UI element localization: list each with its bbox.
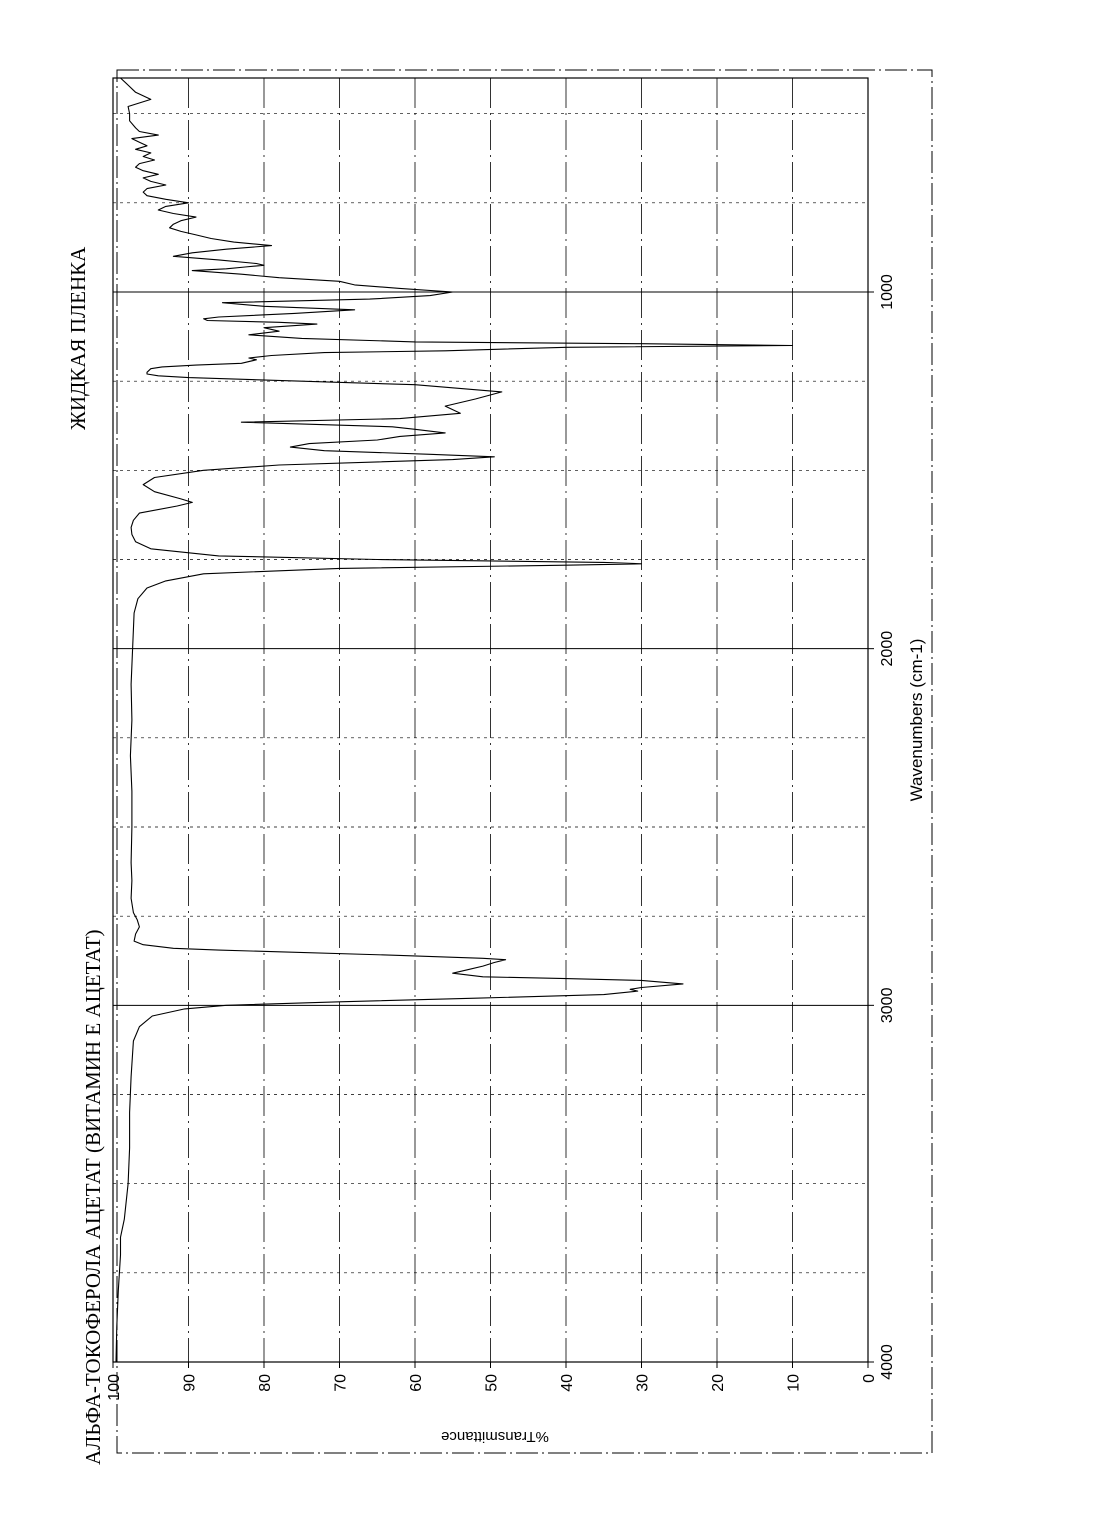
y-tick-label: 80 bbox=[257, 1374, 274, 1392]
sample-annotation: ЖИДКАЯ ПЛЕНКА bbox=[66, 246, 90, 430]
x-tick-label: 4000 bbox=[879, 1344, 896, 1380]
x-tick-label: 1000 bbox=[879, 274, 896, 310]
y-tick-label: 60 bbox=[408, 1374, 425, 1392]
spectrum-series bbox=[116, 78, 793, 1362]
outer-frame bbox=[117, 70, 932, 1453]
grid bbox=[113, 78, 868, 1362]
y-tick-label: 100 bbox=[106, 1374, 123, 1401]
y-tick-label: 0 bbox=[861, 1374, 878, 1383]
x-tick-label: 2000 bbox=[879, 630, 896, 667]
y-tick-label: 70 bbox=[332, 1374, 350, 1392]
y-tick-label: 30 bbox=[634, 1374, 652, 1392]
spectrum-line bbox=[116, 78, 793, 1362]
y-tick-label: 40 bbox=[559, 1374, 576, 1392]
y-tick-label: 50 bbox=[483, 1374, 501, 1392]
page-frame bbox=[117, 70, 932, 1453]
x-tick-label: 3000 bbox=[879, 987, 896, 1024]
y-axis-label: %Transmittance bbox=[441, 1428, 549, 1445]
chart-title: АЛЬФА-ТОКОФЕРОЛА АЦЕТАТ (ВИТАМИН Е АЦЕТАТ) bbox=[81, 929, 105, 1465]
x-axis-label: Wavenumbers (cm-1) bbox=[907, 638, 926, 802]
y-tick-label: 10 bbox=[785, 1374, 803, 1392]
axes bbox=[106, 78, 896, 1401]
chart-text bbox=[66, 246, 926, 1465]
y-tick-label: 20 bbox=[710, 1374, 727, 1392]
y-tick-label: 90 bbox=[181, 1374, 199, 1392]
